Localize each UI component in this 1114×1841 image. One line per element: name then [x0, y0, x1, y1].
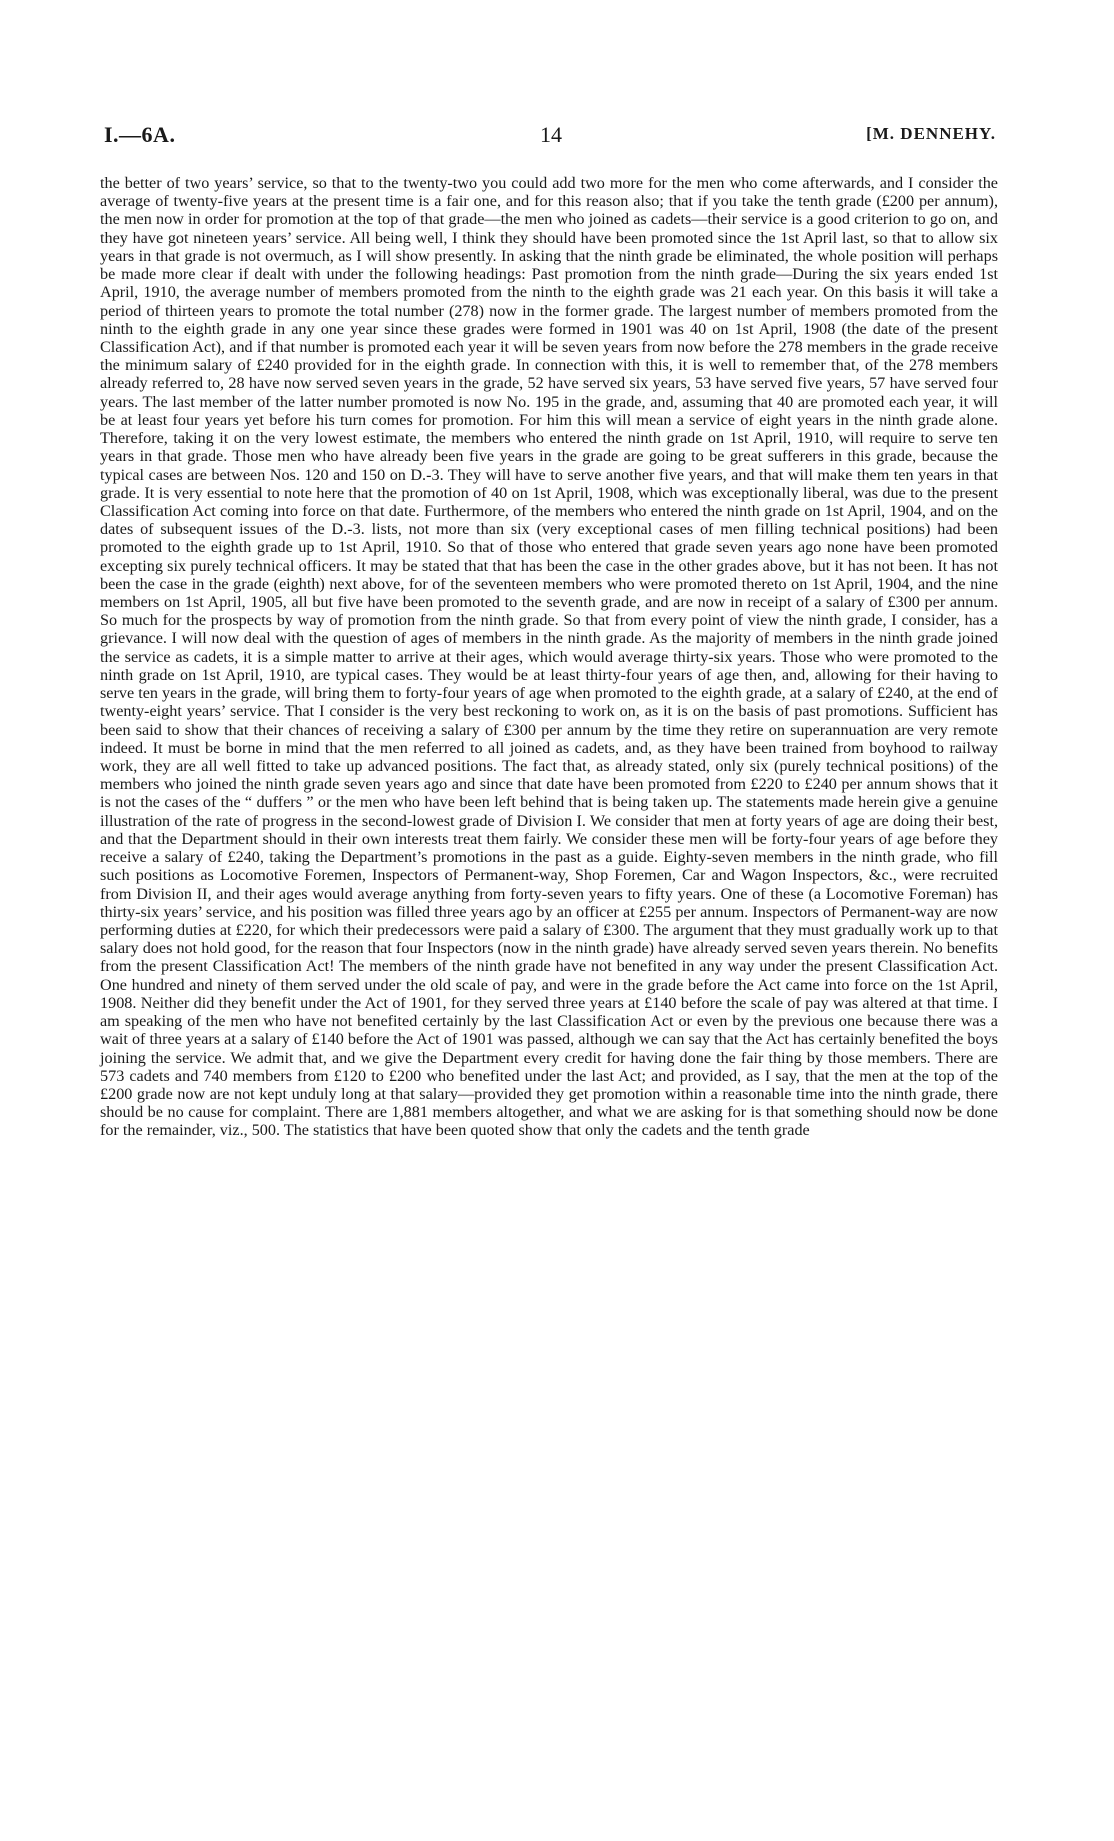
body-text	[100, 174, 998, 1140]
page-number: 14	[540, 122, 562, 147]
body-paragraph: the better of two years’ service, so that to the twenty-two you could add two more for the men who come afterwards, and I consider the average of twenty-five years at the present time is a fair one, and for this reason also; that if you take the tenth grade (£200 per annum), the men now in order for promotion at the top of that grade—the men who joined as cadets—their service is a good criterion to go on, and they have got nineteen years’ service. All being well, I think they should have been promoted since the 1st April last, so that to allow six years in that grade is not overmuch, as I will show presently. In asking that the ninth grade be eliminated, the whole position will perhaps be made more clear if dealt with under the following headings: Past promotion from the ninth grade—During the six years ended 1st April, 1910, the average number of members promoted from the ninth to the eighth grade was 21 each year. On this basis it will take a period of thirteen years to promote the total number (278) now in the former grade. The largest number of members promoted from the ninth to the eighth grade in any one year since these grades were formed in 1901 was 40 on 1st April, 1908 (the date of the present Classification Act), and if that number is promoted each year it will be seven years from now before the 278 members in the grade receive the minimum salary of £240 provided for in the eighth grade. In connection with this, it is well to remember that, of the 278 members already referred to, 28 have now served seven years in the grade, 52 have served six years, 53 have served five years, 57 have served four years. The last member of the latter number promoted is now No. 195 in the grade, and, assuming that 40 are promoted each year, it will be at least four years yet before his turn comes for promotion. For him this will mean a service of eight years in the ninth grade alone. Therefore, taking it on the very lowest estimate, the members who entered the ninth grade on 1st April, 1910, will require to serve ten years in that grade. Those men who have already been five years in the grade are going to be great sufferers in this grade, because the typical cases are between Nos. 120 and 150 on D.-3. They will have to serve another five years, and that will make them ten years in that grade. It is very essential to note here that the promotion of 40 on 1st April, 1908, which was exceptionally liberal, was due to the present Classification Act coming into force on that date. Furthermore, of the members who entered the ninth grade on 1st April, 1904, and on the dates of subsequent issues of the D.-3. lists, not more than six (very exceptional cases of men filling technical positions) had been promoted to the eighth grade up to 1st April, 1910. So that of those who entered that grade seven years ago none have been promoted excepting six purely technical officers. It may be stated that that has been the case in the other grades above, but it has not been. It has not been the case in the grade (eighth) next above, for of the seventeen members who were promoted thereto on 1st April, 1904, and the nine members on 1st April, 1905, all but five have been promoted to the seventh grade, and are now in receipt of a salary of £300 per annum. So much for the prospects by way of promotion from the ninth grade. So that from every point of view the ninth grade, I consider, has a grievance. I will now deal with the question of ages of members in the ninth grade. As the majority of members in the ninth grade joined the service as cadets, it is a simple matter to arrive at their ages, which would average thirty-six years. Those who were promoted to the ninth grade on 1st April, 1910, are typical cases. They would be at least thirty-four years of age then, and, allowing for their having to serve ten years in the grade, will bring them to forty-four years of age when promoted to the eighth grade, at a salary of £240, at the end of twenty-eight years’ service. That I consider is the very best reckoning to work on, as it is on the basis of past promotions. Sufficient has been said to show that their chances of receiving a salary of £300 per annum by the time they retire on superannuation are very remote indeed. It must be borne in mind that the men referred to all joined as cadets, and, as they have been trained from boyhood to railway work, they are all well fitted to take up advanced positions. The fact that, as already stated, only six (purely technical positions) of the members who joined the ninth grade seven years ago and since that date have been promoted from £220 to £240 per annum shows that it is not the cases of the “ duffers ” or the men who have been left behind that is being taken up. The statements made herein give a genuine illustration of the rate of progress in the second-lowest grade of Division I. We consider that men at forty years of age are doing their best, and that the Department should in their own interests treat them fairly. We consider these men will be forty-four years of age before they receive a salary of £240, taking the Department’s promotions in the past as a guide. Eighty-seven members in the ninth grade, who fill such positions as Locomotive Foremen, Inspectors of Permanent-way, Shop Foremen, Car and Wagon Inspectors, &c., were recruited from Division II, and their ages would average anything from forty-seven years to fifty years. One of these (a Locomotive Foreman) has thirty-six years’ service, and his position was filled three years ago by an officer at £255 per annum. Inspectors of Permanent-way are now performing duties at £220, for which their predecessors were paid a salary of £300. The argument that they must gradually work up to that salary does not hold good, for the reason that four Inspectors (now in the ninth grade) have already served seven years therein. No benefits from the present Classification Act! The members of the ninth grade have not benefited in any way under the present Classification Act. One hundred and ninety of them served under the old scale of pay, and were in the grade before the Act came into force on the 1st April, 1908. Neither did they benefit under the Act of 1901, for they served three years at £140 before the scale of pay was altered at that time. I am speaking of the men who have not benefited certainly by the last Classification Act or even by the previous one because there was a wait of three years at a salary of £140 before the Act of 1901 was passed, although we can say that the Act has certainly benefited the boys joining the service. We admit that, and we give the Department every credit for having done the fair thing by those members. There are 573 cadets and 740 members from £120 to £200 who benefited under the last Act; and provided, as I say, that the men at the top of the £200 grade now are not kept unduly long at that salary—provided they get promotion within a reasonable time into the ninth grade, there should be no cause for complaint. There are 1,881 members altogether, and what we are asking for is that something should now be done for the remainder, viz., 500. The statistics that have been quoted show that only the cadets and the tenth grade	[100, 174, 998, 1140]
page-header	[104, 122, 996, 150]
speaker-name: [M. DENNEHY.	[866, 124, 996, 143]
document-reference: I.—6A.	[104, 122, 176, 147]
